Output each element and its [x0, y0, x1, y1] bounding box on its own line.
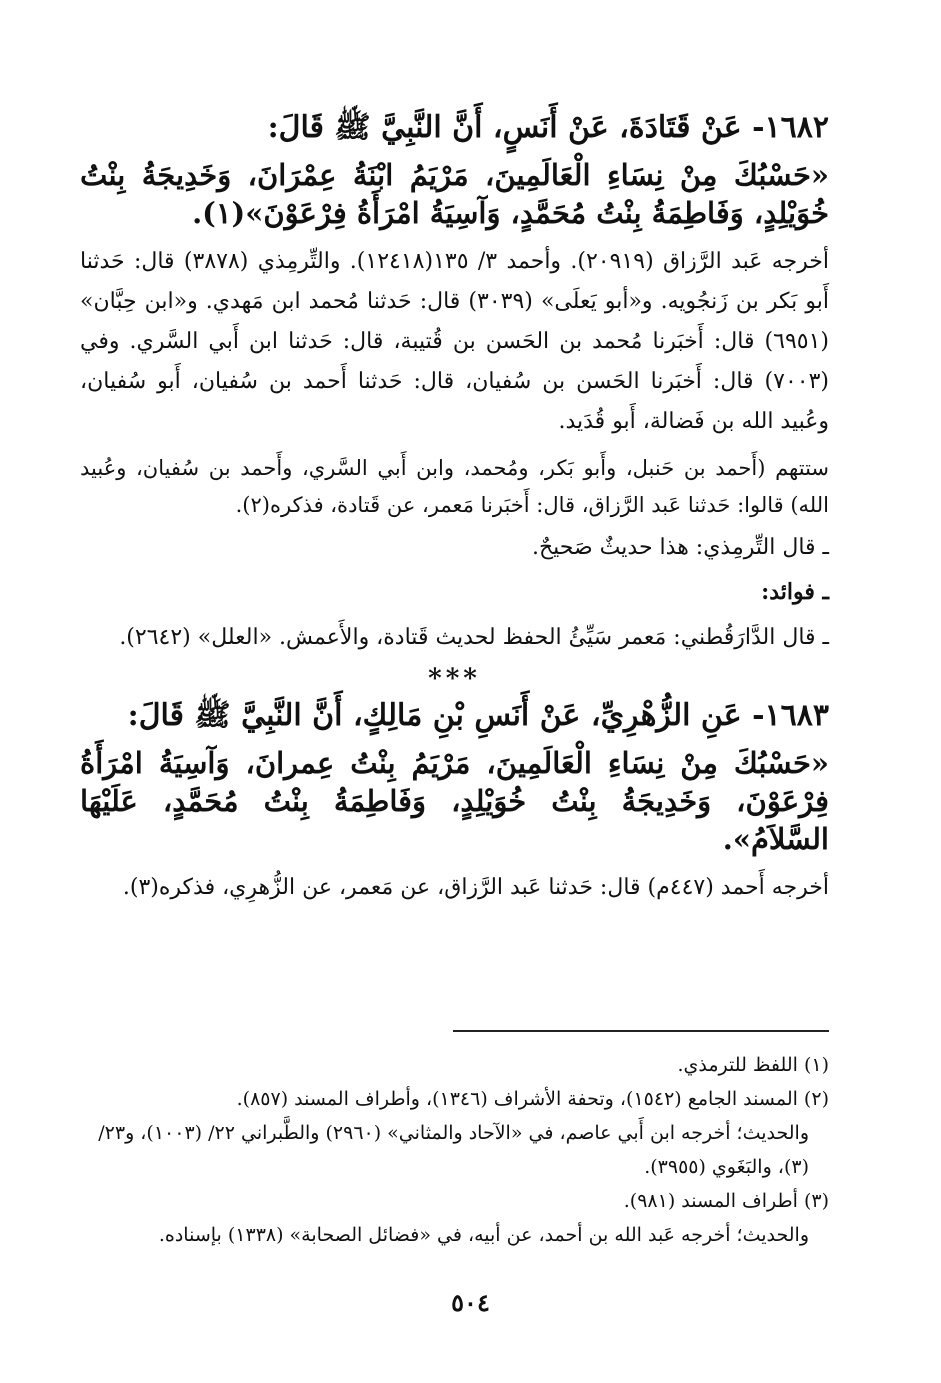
hadith-1683-heading: ١٦٨٣- عَنِ الزُّهْرِيِّ، عَنْ أَنَسِ بْنِ مَالِكٍ، أَنَّ النَّبِيَّ ﷺ قَالَ:: [127, 698, 829, 733]
footnote-3: (٣) أطراف المسند (٩٨١).: [623, 1190, 829, 1212]
daraqutni-note: ـ قال الدَّارَقُطني: مَعمر سَيِّئُ الحفظ لحديث قَتادة، والأَعمش. «العلل» (٢٦٤٢).: [119, 625, 829, 650]
footnotes: [80, 1048, 829, 1252]
hadith-1682-narrators-summary: ستتهم (أَحمد بن حَنبل، وأَبو بَكر، ومُحمد، وابن أَبي السَّري، وأَحمد بن سُفيان، وعُبيد الله) قالوا: حَدثنا عَبد الرَّزاق، قال: أَخبَرنا مَعمر، عن قَتادة، فذكره(٢).: [80, 456, 829, 517]
footnote-2-continuation: والحديث؛ أخرجه ابن أَبي عاصم، في «الآحاد والمثاني» (٢٩٦٠) والطَّبراني ٢٢/ (١٠٠٣)، و٢٣/ (٣)، والبَغَوي (٣٩٥٥).: [98, 1122, 809, 1178]
footnote-2: (٢) المسند الجامع (١٥٤٢)، وتحفة الأشراف (١٣٤٦)، وأطراف المسند (٨٥٧).: [236, 1088, 829, 1110]
hadith-1683-text: «حَسْبُكَ مِنْ نِسَاءِ الْعَالَمِينَ، مَرْيَمُ بِنْتُ عِمرانَ، وَآسِيَةُ امْرَأَةُ فِرْعَوْنَ، وَخَدِيجَةُ بِنْتُ خُوَيْلِدٍ، وَفَاطِمَةُ بِنْتُ مُحَمَّدٍ، عَلَيْهَا السَّلاَمُ».: [80, 746, 829, 856]
hadith-1682-takhrij: أخرجه عَبد الرَّزاق (٢٠٩١٩). وأحمد ٣/ ١٣٥(١٢٤١٨). والتِّرمِذي (٣٨٧٨) قال: حَدثنا أَبو بَكر بن زَنجُويه. و«أبو يَعلَى» (٣٠٣٩) قال: حَدثنا مُحمد ابن مَهدي. و«ابن حِبَّان» (٦٩٥١) قال: أَخبَرنا مُحمد بن الحَسن بن قُتيبة، قال: حَدثنا ابن أَبي السَّري. وفي (٧٠٠٣) قال: أَخبَرنا الحَسن بن سُفيان، قال: حَدثنا أَحمد بن سُفيان، أَبو سُفيان، وعُبيد الله بن فَضالة، أَبو قُدَيد.: [80, 249, 829, 434]
hadith-1682-text: «حَسْبُكَ مِنْ نِسَاءِ الْعَالَمِينَ، مَرْيَمُ ابْنَةُ عِمْرَانَ، وَخَدِيجَةُ بِنْتُ خُوَيْلِدٍ، وَفَاطِمَةُ بِنْتُ مُحَمَّدٍ، وَآسِيَةُ امْرَأَةُ فِرْعَوْنَ»(١).: [80, 158, 829, 230]
section-separator: ***: [428, 664, 481, 694]
footnote-3-continuation: والحديث؛ أخرجه عَبد الله بن أحمد، عن أبيه، في «فضائل الصحابة» (١٣٣٨) بإسناده.: [158, 1224, 809, 1246]
footnote-divider: [453, 1030, 829, 1032]
fawaid-heading: ـ فوائد:: [761, 579, 829, 605]
hadith-1683-takhrij: أخرجه أَحمد (٤٤٧م) قال: حَدثنا عَبد الرَّزاق، عن مَعمر، عن الزُّهرِي، فذكره(٣).: [122, 875, 829, 900]
tirmidhi-grading: ـ قال التِّرمِذي: هذا حديثٌ صَحيحٌ.: [531, 535, 829, 560]
page-number: ٥٠٤: [451, 1288, 490, 1317]
footnote-1: (١) اللفظ للترمذي.: [677, 1054, 829, 1076]
hadith-1682-heading: ١٦٨٢- عَنْ قَتَادَةَ، عَنْ أَنَسٍ، أَنَّ النَّبِيَّ ﷺ قَالَ:: [267, 110, 829, 145]
